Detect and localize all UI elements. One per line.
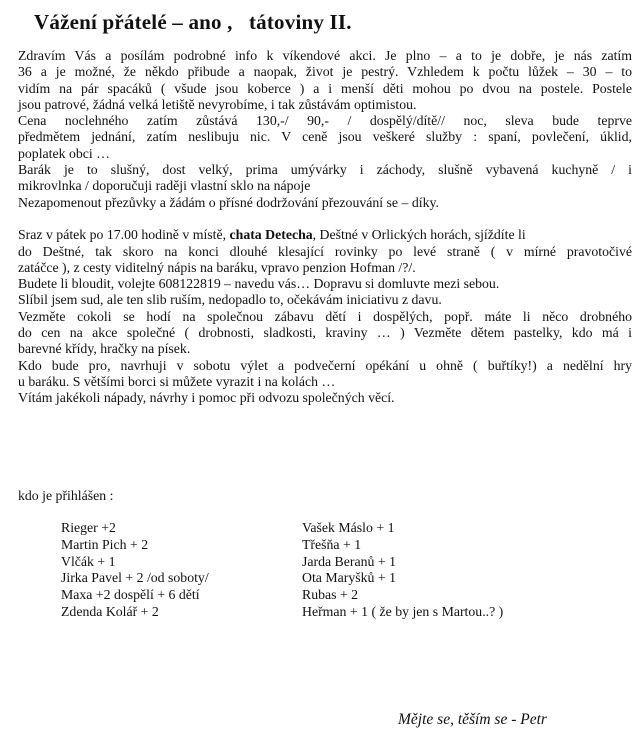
attendee-list-right — [302, 520, 503, 621]
text-line: Barák je to slušný, dost velký, prima umývárky i záchody, slušně vybavená kuchyně / i — [18, 162, 632, 178]
attendee-item: Vlčák + 1 — [61, 553, 116, 569]
attendee-item: Zdenda Kolář + 2 — [61, 603, 159, 619]
attendee-item: Vašek Máslo + 1 — [302, 520, 395, 535]
text-line: Vezměte cokoli se hodí na společnou zábavu dětí i dospělých, popř. máte li něco drobného — [18, 308, 632, 324]
text-line: mikrovlnka / doporučuji raději vlastní sklo na nápoje — [18, 178, 311, 194]
text-line: Vítám jakékoli nápady, návrhy i pomoc při odvozu společných věcí. — [18, 390, 395, 406]
attendee-item: Rieger +2 — [61, 520, 116, 535]
attendee-item: Jarda Beranů + 1 — [302, 553, 396, 569]
text-line: 36 a je možné, že někdo přibude a naopak, život je pestrý. Vzhledem k počtu lůžek – 30 – to — [18, 64, 632, 80]
text-line: zatáčce ), z cesty viditelný nápis na baráku, vpravo penzion Hofman /?/. — [18, 259, 416, 275]
meet-text: Sraz v pátek po 17.00 hodině v místě, — [18, 227, 230, 243]
attendee-item: Jirka Pavel + 2 /od soboty/ — [61, 570, 209, 586]
attendee-item: Třešňa + 1 — [302, 536, 362, 552]
meet-text: , Deštné v Orlických horách, sjíždíte li — [312, 227, 526, 243]
letter-title: Vážení přátelé – ano , tátoviny II. — [34, 10, 352, 34]
meeting-paragraph — [18, 227, 632, 308]
attendee-item: Heřman + 1 ( že by jen s Martou..? ) — [302, 603, 504, 619]
text-line: do cen na akce společné ( drobnosti, sladkosti, kraviny … ) Vezměte dětem pastelky, kdo má i — [18, 325, 632, 341]
intro-paragraph — [18, 48, 632, 113]
letter-body — [18, 48, 632, 407]
signed-up-label: kdo je přihlášen : — [18, 488, 114, 503]
fun-paragraph — [18, 309, 632, 358]
attendee-item: Ota Maryšků + 1 — [302, 570, 396, 586]
text-line: vidím na pár spacáků ( všude jsou koberce ) a i menší děti mohou po dvou na postele. Postele — [18, 80, 632, 96]
attendee-item: Maxa +2 dospělí + 6 dětí — [61, 587, 200, 603]
signoff: Mějte se, těším se - Petr — [398, 711, 547, 728]
text-line: Kdo bude pro, navrhuji v sobotu výlet a podvečerní opékání u ohně ( buřtíky!) a nedělní hry — [18, 357, 632, 373]
text-line: do Deštné, tak skoro na konci dlouhé klesající rovinky po levé straně ( v mírné pravotočivé — [18, 243, 632, 259]
attendee-list-left — [61, 520, 209, 621]
text-line: poplatek obci … — [18, 145, 110, 161]
trip-paragraph — [18, 358, 632, 407]
text-line: u baráku. S většími borci si můžete vyrazit i na kolách … — [18, 373, 336, 389]
text-line: Cena noclehného zatím zůstává 130,-/ 90,- / dospělý/dítě// noc, sleva bude teprve — [18, 113, 632, 129]
text-line: Zdravím Vás a posílám podrobné info k víkendové akci. Je plno – a to je dobře, je nás zatím — [18, 48, 632, 63]
price-paragraph — [18, 113, 632, 162]
venue-name: chata Detecha — [229, 227, 313, 243]
attendee-item: Martin Pich + 2 — [61, 536, 149, 552]
paragraph-gap — [18, 211, 632, 227]
text-line: barevné křídy, hračky na písek. — [18, 341, 191, 357]
attendee-item: Rubas + 2 — [302, 587, 359, 603]
text-line: Budete li bloudit, volejte 608122819 – navedu vás… Dopravu si domluvte mezi sebou. — [18, 276, 500, 292]
text-line — [18, 227, 632, 243]
text-line: Slíbil jsem sud, ale ten slib ruším, nedopadlo to, očekávám iniciativu z davu. — [18, 292, 442, 308]
text-line: Nezapomenout přezůvky a žádám o přísné dodržování přezouvání se – díky. — [18, 194, 439, 210]
text-line: předmětem jednání, zatím neslibuju nic. V ceně jsou veškeré služby : spaní, povlečení, úklid, — [18, 129, 632, 145]
text-line: jsou patrové, žádná velká letiště nevyrobíme, i tak zůstávám optimistou. — [18, 96, 417, 112]
house-paragraph — [18, 162, 632, 211]
